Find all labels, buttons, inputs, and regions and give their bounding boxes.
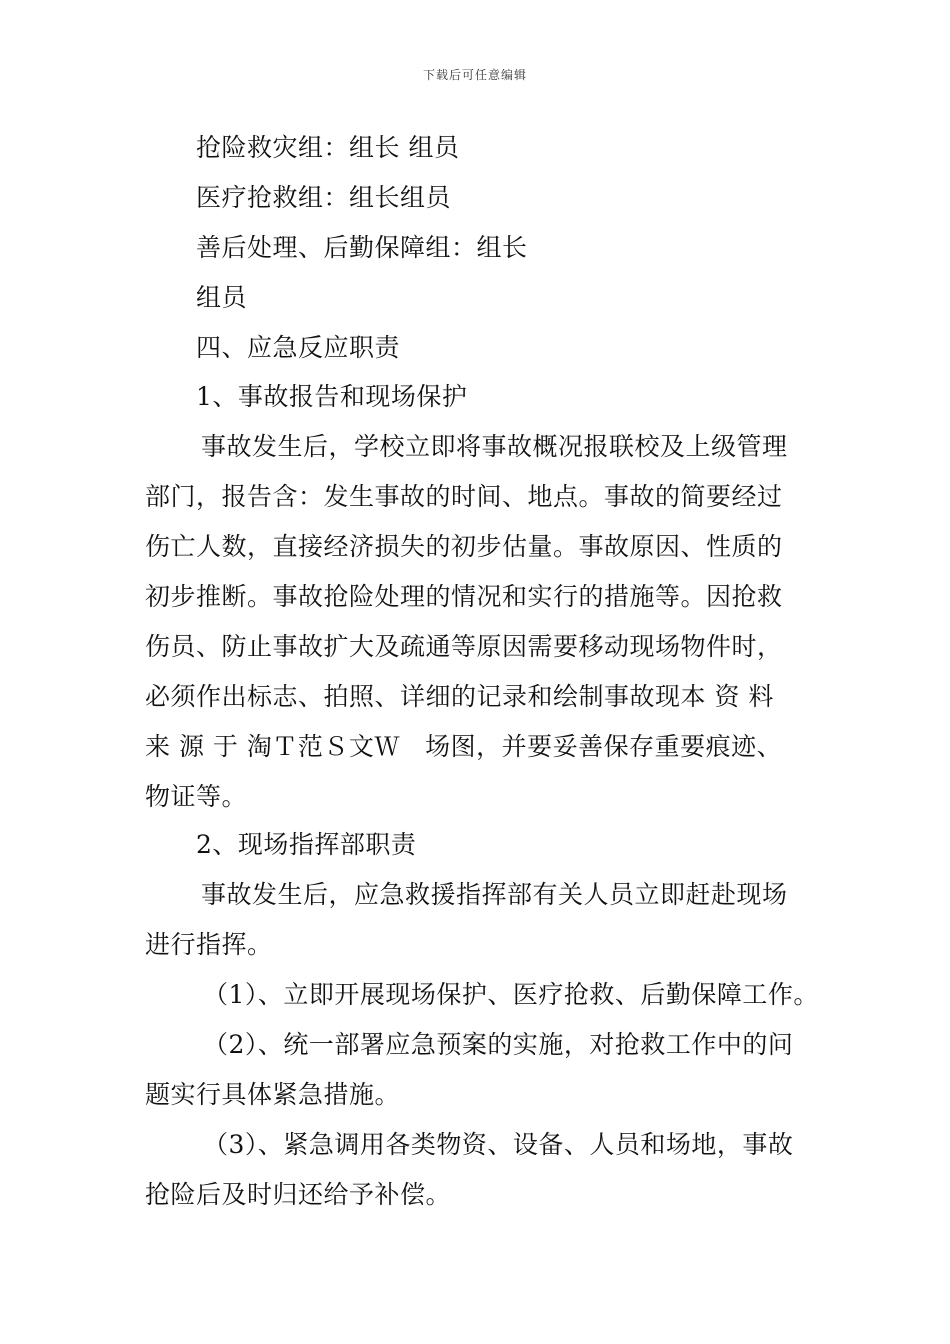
list-item-3-continued: 抢险后及时归还给予补偿。 xyxy=(145,1180,452,1209)
list-item-1: （1）、立即开展现场保护、医疗抢救、后勤保障工作。 xyxy=(203,980,819,1009)
paragraph-line: 伤员、防止事故扩大及疏通等原因需要移动现场物件时， xyxy=(145,632,783,661)
list-item-2-continued: 题实行具体紧急措施。 xyxy=(145,1080,401,1109)
paragraph-line: 来 源 于 淘Ｔ范Ｓ文Ｗ 场图，并要妥善保存重要痕迹、 xyxy=(145,732,783,761)
section-heading-responsibilities: 四、应急反应职责 xyxy=(196,333,401,362)
text-line-medical-group: 医疗抢救组：组长组员 xyxy=(196,183,452,212)
subsection-heading-command: 2、现场指挥部职责 xyxy=(196,830,417,859)
paragraph-line: 伤亡人数，直接经济损失的初步估量。事故原因、性质的 xyxy=(145,532,783,561)
paragraph-line: 事故发生后，应急救援指挥部有关人员立即赶赴现场 xyxy=(201,880,788,909)
list-item-3: （3）、紧急调用各类物资、设备、人员和场地，事故 xyxy=(203,1130,794,1159)
paragraph-line: 物证等。 xyxy=(145,782,248,811)
text-line-members: 组员 xyxy=(196,283,248,312)
paragraph-line: 事故发生后，学校立即将事故概况报联校及上级管理 xyxy=(201,432,788,461)
subsection-heading-report: 1、事故报告和现场保护 xyxy=(196,382,468,411)
paragraph-line: 必须作出标志、拍照、详细的记录和绘制事故现本 资 料 xyxy=(145,682,774,711)
text-line-logistics-group: 善后处理、后勤保障组：组长 xyxy=(196,233,528,262)
paragraph-line: 部门，报告含：发生事故的时间、地点。事故的简要经过 xyxy=(145,482,783,511)
paragraph-line: 进行指挥。 xyxy=(145,930,273,959)
text-line-rescue-group: 抢险救灾组：组长 组员 xyxy=(196,133,460,162)
list-item-2: （2）、统一部署应急预案的实施，对抢救工作中的问 xyxy=(203,1030,794,1059)
paragraph-line: 初步推断。事故抢险处理的情况和实行的措施等。因抢救 xyxy=(145,582,783,611)
page-header: 下载后可任意编辑 xyxy=(422,68,527,82)
